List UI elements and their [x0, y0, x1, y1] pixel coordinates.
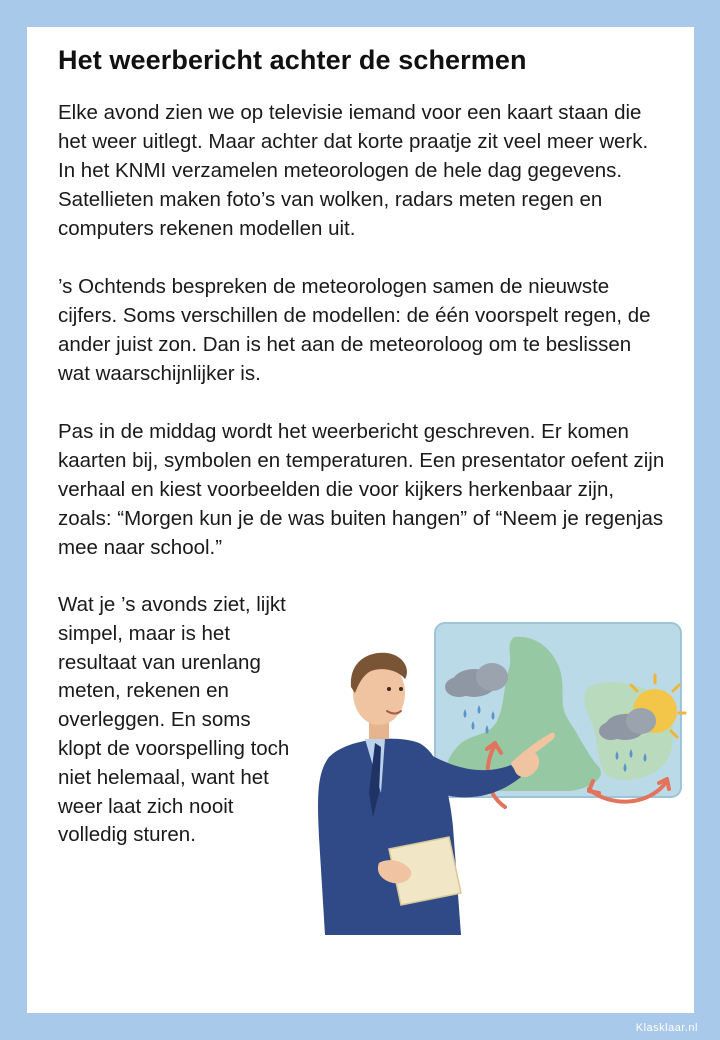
paragraph-2: ’s Ochtends bespreken de meteorologen samen de nieuwste cijfers. Soms verschillen de modellen: de één voorspelt regen, de ander juist zon. Dan is het aan de meteoroloog om te beslissen wat waarschijnlijker is. — [58, 275, 651, 385]
weather-presenter-illustration — [289, 617, 689, 937]
paragraph-1: Elke avond zien we op televisie iemand voor een kaart staan die het weer uitlegt. Maar achter dat korte praatje zit veel meer werk. In het KNMI verzamelen meteorologen de hele dag gegevens. Satellieten maken foto’s van wolken, radars meten regen en computers rekenen modellen uit. — [58, 101, 649, 240]
paragraph-4: Wat je ’s avonds ziet, lijkt simpel, maar is het resultaat van urenlang meten, rekenen en overleggen. En soms klopt de voorspelling toch niet helemaal, want het weer laat zich nooit volledig sturen. — [58, 593, 290, 847]
worksheet-card — [27, 27, 694, 1013]
page-title: Het weerbericht achter de schermen — [58, 45, 527, 75]
footer-credit: Klasklaar.nl — [635, 1022, 698, 1034]
paragraph-3: Pas in de middag wordt het weerbericht geschreven. Er komen kaarten bij, symbolen en temperaturen. Een presentator oefent zijn verhaal en kiest voorbeelden die voor kijkers herkenbaar zijn, zoals: “Morgen kun je de was buiten hangen” of “Neem je regenjas mee naar school.” — [58, 420, 665, 559]
